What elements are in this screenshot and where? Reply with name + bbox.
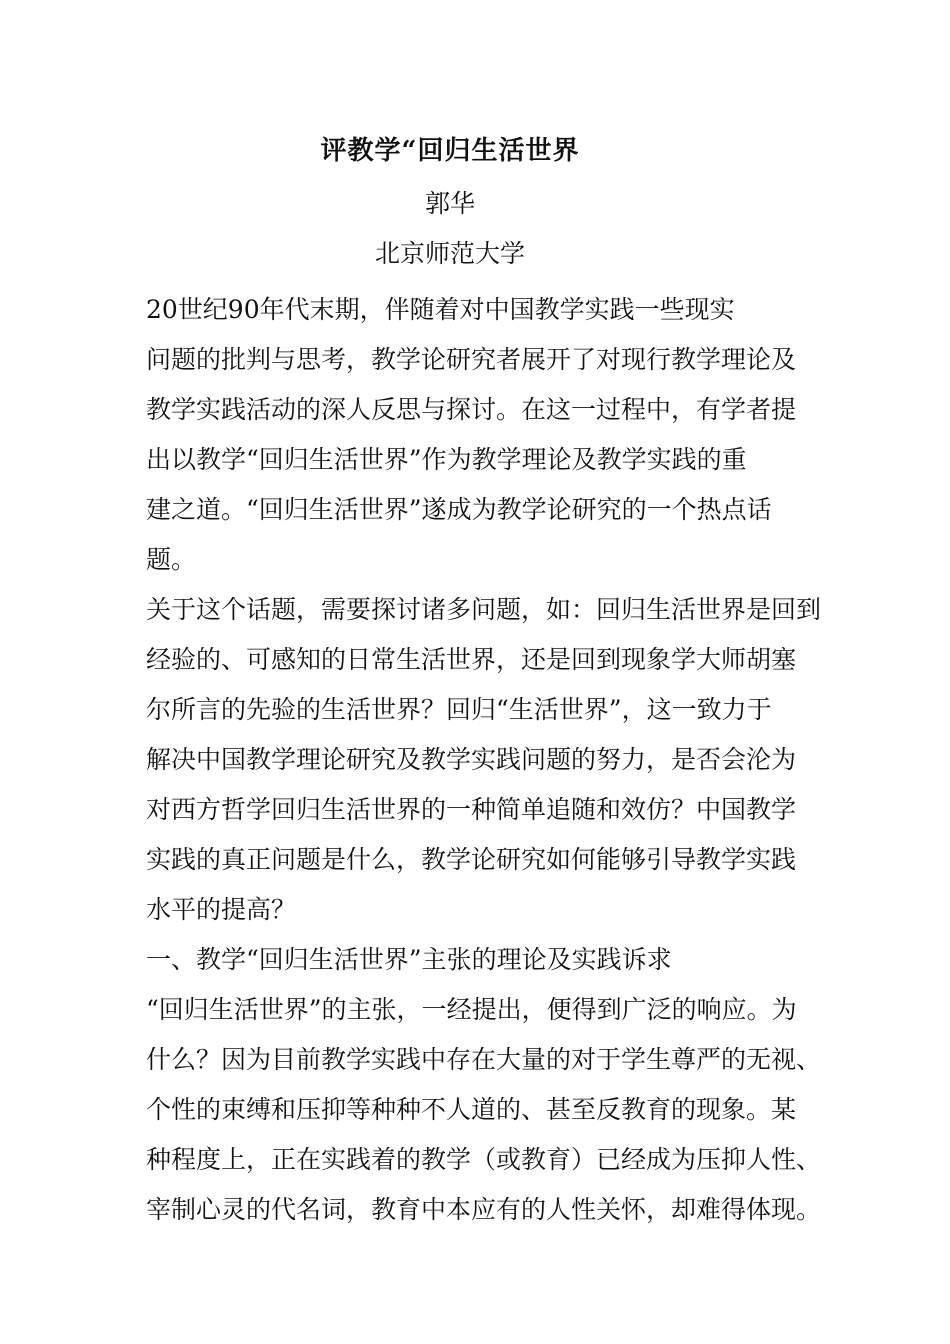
paragraph-line: 什么？因为目前教学实践中存在大量的对于学生尊严的无视、 <box>146 1045 822 1074</box>
paragraph-line: 建之道。“回归生活世界”遂成为教学论研究的一个热点话 <box>146 495 772 524</box>
paragraph-line: 实践的真正问题是什么，教学论研究如何能够引导教学实践 <box>146 845 797 874</box>
paragraph-line: “回归生活世界”的主张，一经提出，便得到广泛的响应。为 <box>146 995 797 1024</box>
paragraph-line: 经验的、可感知的日常生活世界，还是回到现象学大师胡塞 <box>146 645 797 674</box>
paragraph-line: 水平的提高？ <box>146 895 297 924</box>
paragraph-line: 解决中国教学理论研究及教学实践问题的努力，是否会沦为 <box>146 745 797 774</box>
body-text <box>146 285 836 1235</box>
paragraph-line: 宰制心灵的代名词，教育中本应有的人性关怀，却难得体现。 <box>146 1195 822 1224</box>
paragraph-line: 关于这个话题，需要探讨诸多问题，如：回归生活世界是回到 <box>146 595 822 624</box>
paragraph-line: 题。 <box>146 545 197 574</box>
author-name: 郭华 <box>424 189 475 218</box>
paragraph-line: 个性的束缚和压抑等种种不人道的、甚至反教育的现象。某 <box>146 1095 797 1124</box>
paragraph-line: 20世纪90年代末期，伴随着对中国教学实践一些现实 <box>146 295 735 324</box>
document-title: 评教学“回归生活世界 <box>320 136 580 166</box>
paragraph-line: 对西方哲学回归生活世界的一种简单追随和效仿？中国教学 <box>146 795 797 824</box>
paragraph-line: 出以教学“回归生活世界”作为教学理论及教学实践的重 <box>146 445 747 474</box>
paragraph-line: 种程度上，正在实践着的教学（或教育）已经成为压抑人性、 <box>146 1145 822 1174</box>
paragraph-line: 问题的批判与思考，教学论研究者展开了对现行教学理论及 <box>146 345 797 374</box>
author-affiliation: 北京师范大学 <box>374 239 525 268</box>
section-heading: 一、教学“回归生活世界”主张的理论及实践诉求 <box>146 945 672 974</box>
paragraph-line: 教学实践活动的深人反思与探讨。在这一过程中，有学者提 <box>146 395 797 424</box>
paragraph-line: 尔所言的先验的生活世界？回归“生活世界”，这一致力于 <box>146 695 772 724</box>
